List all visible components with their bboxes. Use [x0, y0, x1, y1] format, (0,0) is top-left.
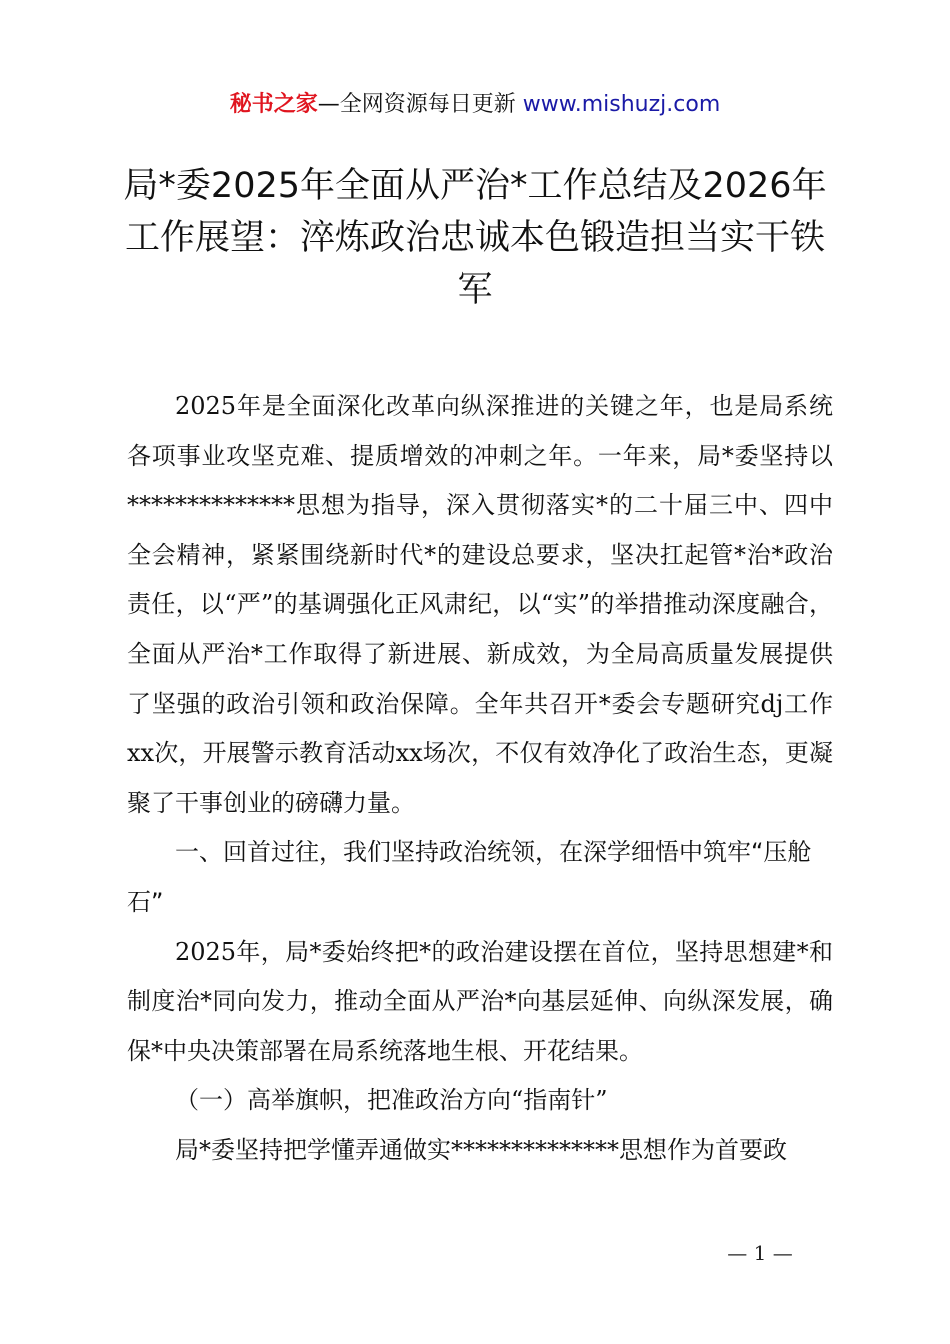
subsection-heading: （一）高举旗帜，把准政治方向“指南针” — [175, 1086, 608, 1115]
document-title: 局*委2025年全面从严治*工作总结及2026年工作展望：淬炼政治忠诚本色锻造担当实干铁军 — [123, 166, 827, 310]
site-url-link[interactable]: www.mishuzj.com — [522, 92, 721, 117]
page-number: — 1 — — [727, 1241, 793, 1265]
subsection-paragraph: 局*委坚持把学懂弄通做实**************思想作为首要政 — [175, 1135, 787, 1164]
site-header — [0, 88, 950, 122]
header-slogan: —全网资源每日更新 — [317, 92, 523, 117]
intro-paragraph: 2025年是全面深化改革向纵深推进的关键之年，也是局系统各项事业攻坚克难、提质增效的冲刺之年。一年来，局*委坚持以**************思想为指导，深入贯彻落实*的二十届三中、四中全会精神，紧紧围绕新时代*的建设总要求，坚决扛起管*治*政治责任，以“严”的基调强化正风肃纪，以“实”的举措推动深度融合，全面从严治*工作取得了新进展、新成效，为全局高质量发展提供了坚强的政治引领和政治保障。全年共召开*委会专题研究dj工作xx次，开展警示教育活动xx场次，不仅有效净化了政治生态，更凝聚了干事创业的磅礴力量。 — [127, 392, 833, 817]
section-paragraph: 2025年，局*委始终把*的政治建设摆在首位，坚持思想建*和制度治*同向发力，推动全面从严治*向基层延伸、向纵深发展，确保*中央决策部署在局系统落地生根、开花结果。 — [127, 937, 833, 1065]
document-body — [127, 382, 833, 1176]
brand-name: 秘书之家 — [229, 92, 318, 117]
section-heading: 一、回首过往，我们坚持政治统领，在深学细悟中筑牢“压舱石” — [127, 838, 812, 916]
